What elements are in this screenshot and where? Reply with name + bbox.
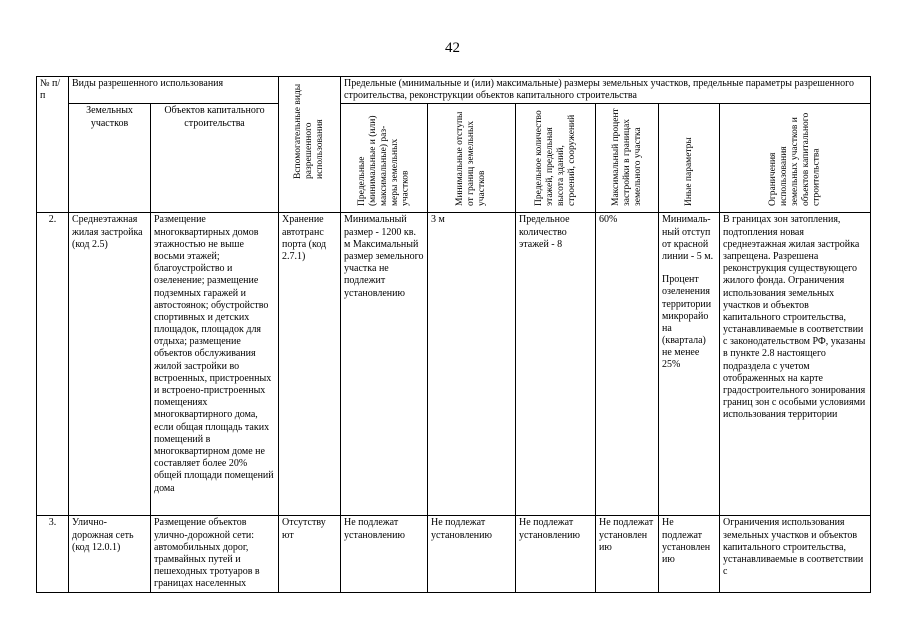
header-other-params xyxy=(659,104,720,213)
header-types-of-use: Виды разрешенного использования xyxy=(69,77,279,104)
header-min-setbacks xyxy=(428,104,516,213)
row-restrictions: В границах зон затопления, подтопления новая среднеэтажная жилая застройка запрещена. Разрешена реконструкция существующего жилого фонда. Ограничения использования земельных участков и объектов капитального строительства, устанавливаемые в соответствии с законодательством РФ, указаны в пункте 2.8 настоящего подраздела с учетом отображенных на карте градостроительного зонирования границ зон с особыми условиями использования территории xyxy=(720,213,871,516)
header-plot-sizes xyxy=(341,104,428,213)
row-setback: Не подлежат установлению xyxy=(428,516,516,592)
row-num: 2. xyxy=(37,213,69,516)
row-floors: Предельное количество этажей - 8 xyxy=(516,213,596,516)
page-number: 42 xyxy=(445,40,460,56)
header-max-coverage xyxy=(596,104,659,213)
row-other: Не подлежат установлен ию xyxy=(659,516,720,592)
row-plot-size: Не подлежат установлению xyxy=(341,516,428,592)
header-plot-sizes-text: Предельные (минимальные и (или) максимальные) раз-меры земельных участков xyxy=(356,115,411,207)
header-capital-objects: Объектов капитального строительства xyxy=(151,104,279,213)
row-land-use: Среднеэтажная жилая застройка (код 2.5) xyxy=(69,213,151,516)
row-coverage: Не подлежат установлен ию xyxy=(596,516,659,592)
row-other xyxy=(659,213,720,516)
header-restrictions xyxy=(720,104,871,213)
header-min-setbacks-text: Минимальные отступы от границ земельных участков xyxy=(455,111,487,207)
row-setback: 3 м xyxy=(428,213,516,516)
table-row xyxy=(37,213,871,516)
row-land-use: Улично-дорожная сеть (код 12.0.1) xyxy=(69,516,151,592)
table-row xyxy=(37,516,871,592)
row-plot-size: Минимальный размер - 1200 кв. м Максимальный размер земельного участка не подлежит установлению xyxy=(341,213,428,516)
header-auxiliary-uses-text: Вспомогательные виды разрешенного использования xyxy=(293,83,325,179)
header-max-floors xyxy=(516,104,596,213)
row-auxiliary: Хранение автотранс порта (код 2.7.1) xyxy=(279,213,341,516)
header-limit-parameters: Предельные (минимальные и (или) максимальные) размеры земельных участков, предельные параметры разрешенного строительства, реконструкции объектов капитального строительства xyxy=(341,77,871,104)
row-auxiliary: Отсутству ют xyxy=(279,516,341,592)
header-land-plots: Земельных участков xyxy=(69,104,151,213)
row-capital: Размещение объектов улично-дорожной сети: автомобильных дорог, трамвайных путей и пешеходных тротуаров в границах населенных xyxy=(151,516,279,592)
row-other-setback: Минималь-ный отступ от красной линии - 5 м. xyxy=(662,214,714,262)
header-num: № п/п xyxy=(37,77,69,213)
header-max-floors-text: Предельное количество этажей, предельная высота зданий, строений, сооружений xyxy=(533,110,577,207)
row-coverage: 60% xyxy=(596,213,659,516)
row-num: 3. xyxy=(37,516,69,592)
header-other-params-text: Иные параметры xyxy=(683,137,694,207)
header-restrictions-text: Ограничения использования земельных участков и объектов капитального строительства xyxy=(767,113,822,207)
header-auxiliary-uses xyxy=(279,77,341,213)
header-max-coverage-text: Максимальный процент застройки в границах земельного участка xyxy=(610,108,643,207)
row-capital: Размещение многоквартирных домов этажностью не выше восьми этажей; благоустройство и озеленение; размещение подземных гаражей и автостоянок; обустройство спортивных и детских площадок, площадок для отдыха; размещение объектов обслуживания жилой застройки во встроенных, пристроенных и встроено-пристроенных помещениях многоквартирного дома, если общая площадь таких помещений в многоквартирном доме не составляет более 20% общей площади помещений дома xyxy=(151,213,279,516)
zoning-regulations-table xyxy=(36,76,871,593)
row-restrictions: Ограничения использования земельных участков и объектов капитального строительства, устанавливаемые в соответствии с xyxy=(720,516,871,592)
row-floors: Не подлежат установлению xyxy=(516,516,596,592)
row-other-greening: Процент озеленения территории микрорайо на (квартала) не менее 25% xyxy=(662,274,712,371)
